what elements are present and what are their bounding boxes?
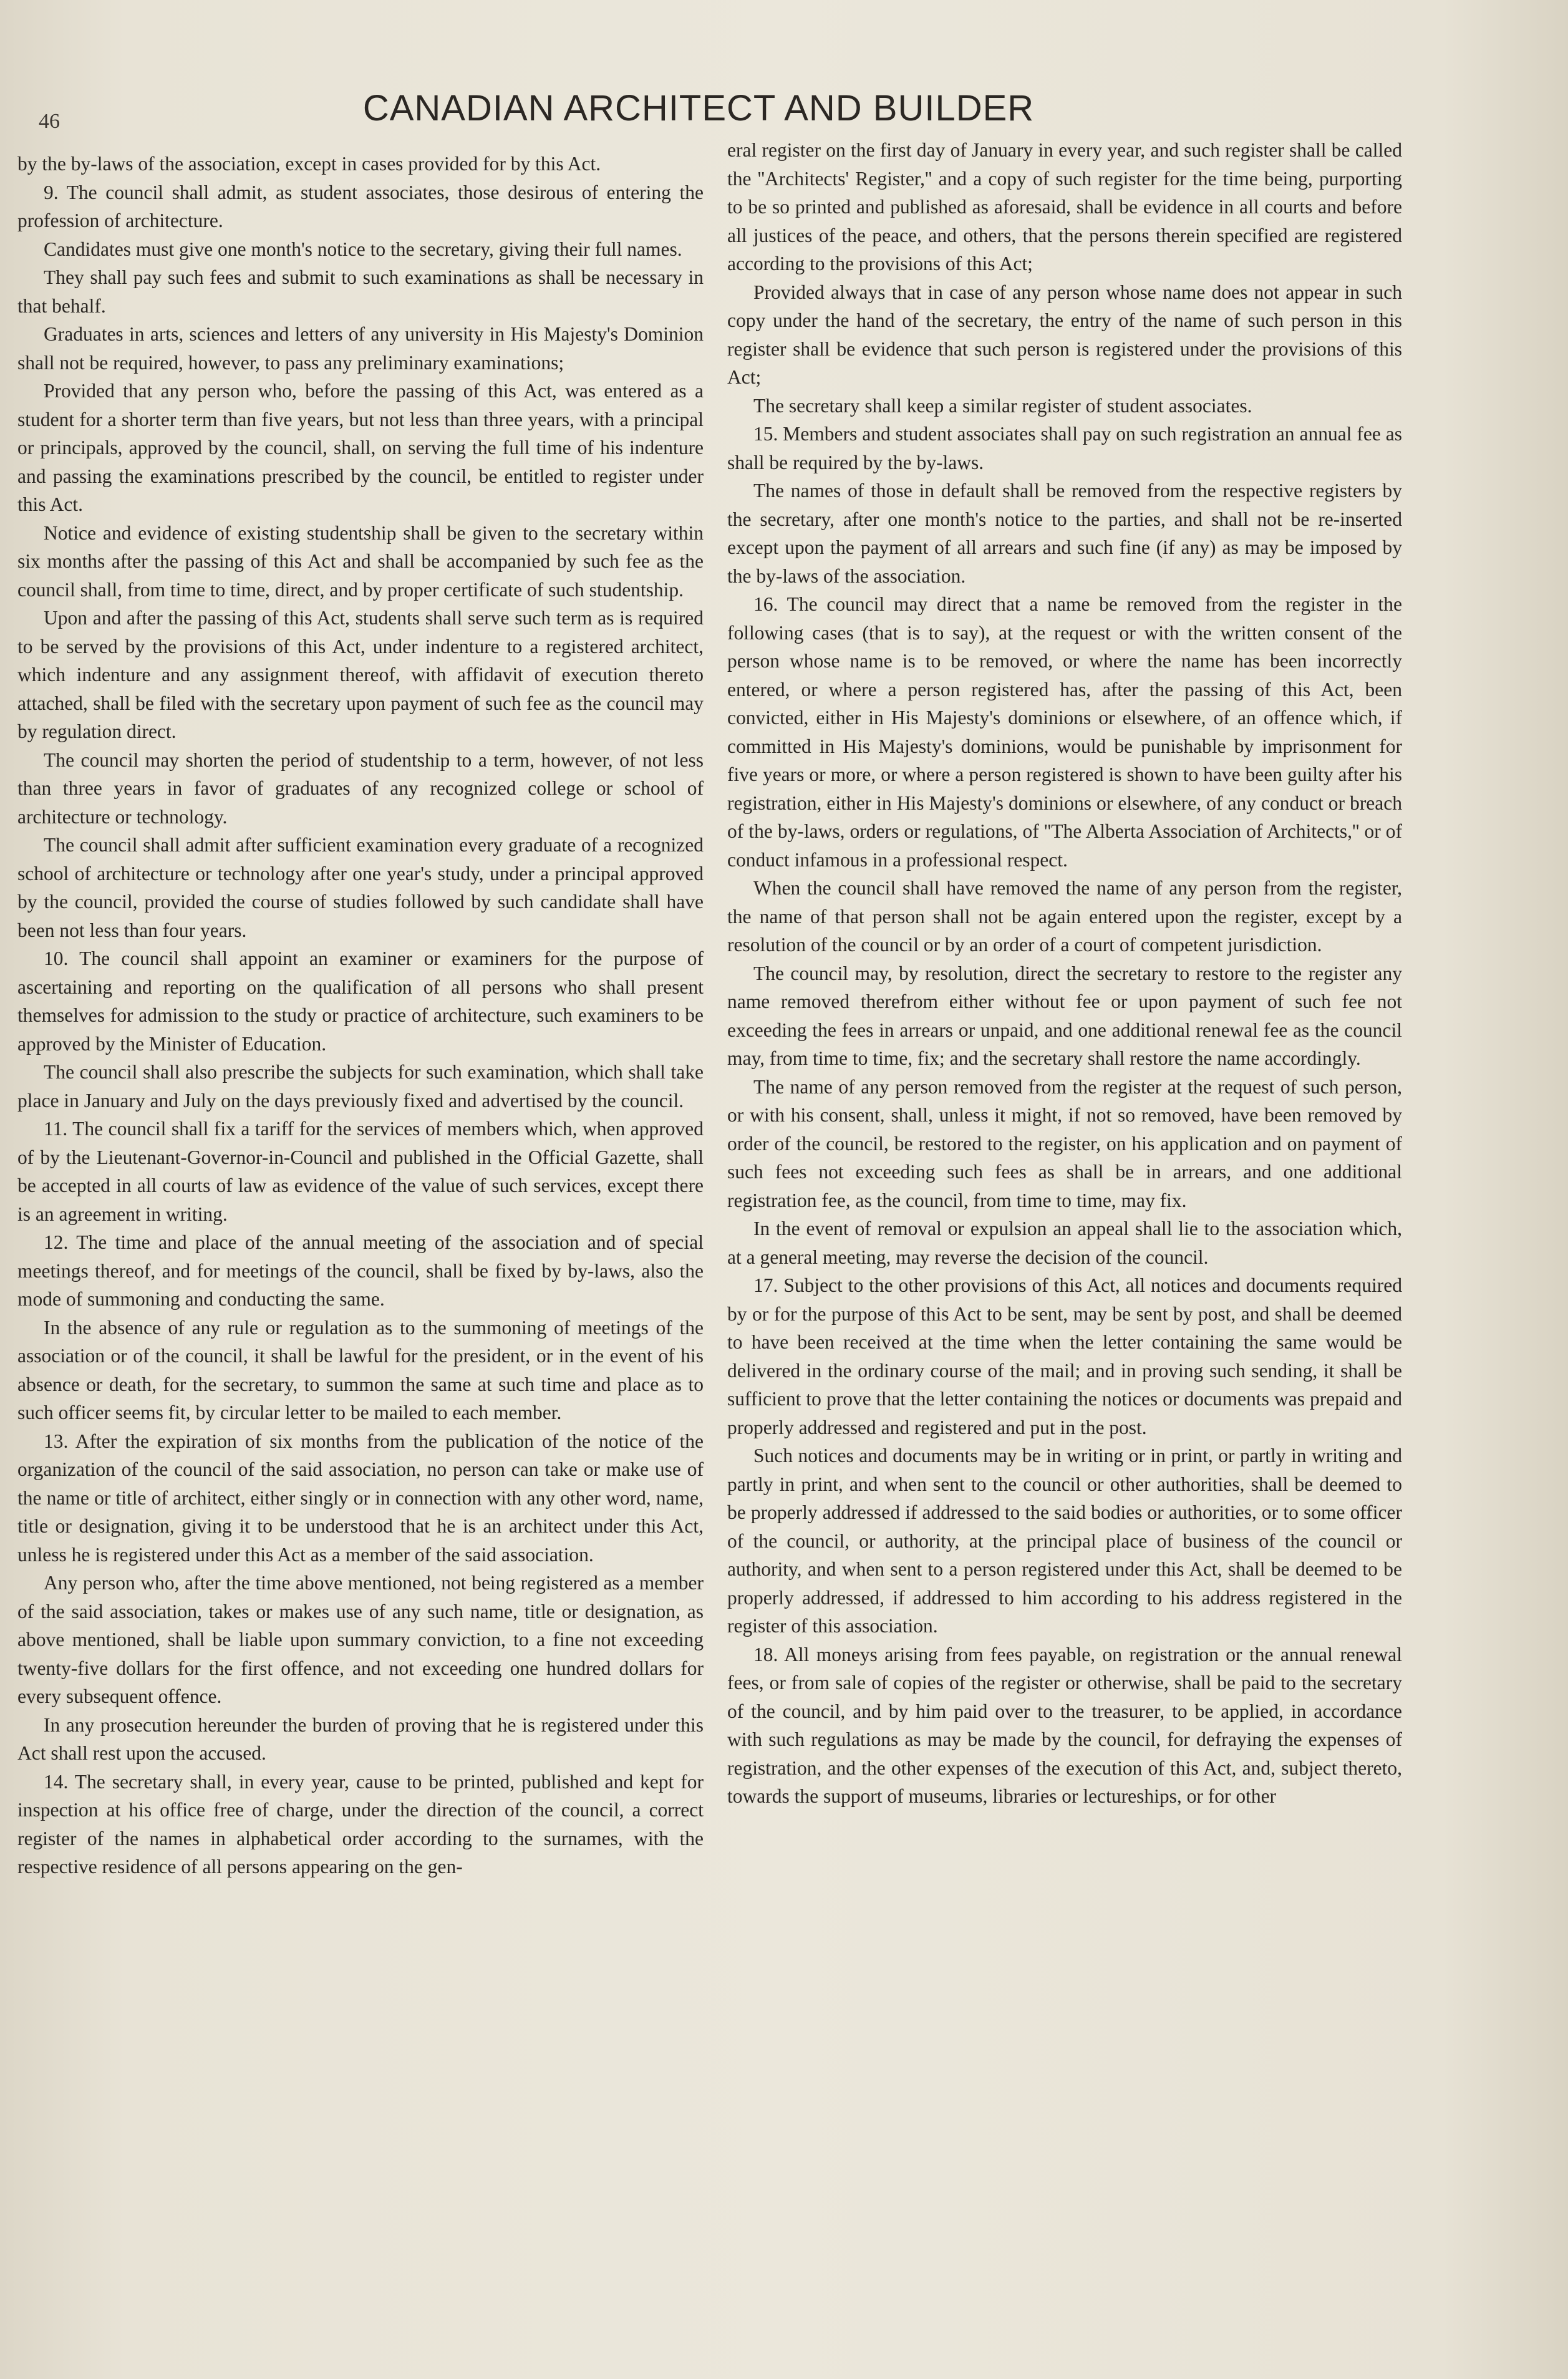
paragraph: Candidates must give one month's notice to the secretary, giving their full names. <box>44 238 682 260</box>
paragraph: 18. All moneys arising from fees payable, on registration or the annual renewal fees, or from sale of copies of the register or otherwise, shall be paid to the secretary of the council, and by him paid over to the treasurer, to be applied, in accordance with such regulations as may be made by the council, for defraying the expenses of registration, and the other expenses of the execution of this Act, and, subject thereto, towards the support of museums, libraries or lectureships, or for other <box>727 1643 1402 1807</box>
paragraph: 12. The time and place of the annual meeting of the association and of special meetings thereof, and for meetings of the council, shall be fixed by by-laws, also the mode of summoning and conducting the same. <box>17 1231 704 1310</box>
publication-title: CANADIAN ARCHITECT AND BUILDER <box>362 88 1035 128</box>
paragraph: 16. The council may direct that a name be removed from the register in the following cases (that is to say), at the request or with the written consent of the person whose name is to be removed, or where the name has been incorrectly entered, or where a person registered has, after the passing of this Act, been convicted, either in His Majesty's dominions or elsewhere, of an offence which, if committed in His Majesty's dominions, would be punishable by imprisonment for five years or more, or where a person registered is shown to have been guilty after his registration, either in His Majesty's dominions or elsewhere, of any conduct or breach of the by-laws, orders or regulations, of ''The Alberta Association of Architects,'' or of conduct infamous in a professional respect. <box>727 593 1402 871</box>
paragraph: The names of those in default shall be removed from the respective registers by the secretary, after one month's notice to the parties, and shall not be re-inserted except upon the payment of all arrears and such fine (if any) as may be imposed by the by-laws of the association. <box>727 480 1402 587</box>
paragraph: In the absence of any rule or regulation as to the summoning of meetings of the association or of the council, it shall be lawful for the president, or in the event of his absence or death, for the secretary, to summon the same at such time and place as to such officer seems fit, by circular letter to be mailed to each member. <box>17 1316 704 1423</box>
paragraph: When the council shall have removed the name of any person from the register, the name of that person shall not be again entered upon the register, except by a resolution of the council or by an order of a court of competent jurisdiction. <box>727 877 1402 956</box>
paragraph: The council shall also prescribe the subjects for such examination, which shall take place in January and July on the days previously fixed and advertised by the council. <box>17 1061 704 1112</box>
paragraph: Notice and evidence of existing studentship shall be given to the secretary within six months after the passing of this Act and shall be accompanied by such fee as the council shall, from time to time, direct, and by proper certificate of such studentship. <box>17 521 704 601</box>
paragraph: The name of any person removed from the register at the request of such person, or with his consent, shall, unless it might, if not so removed, have been removed by order of the council, be restored to the register, on his application and on payment of such fees not exceeding such fees as shall be in arrears, and one additional registration fee, as the council, from time to time, may fix. <box>727 1075 1402 1211</box>
paragraph: The secretary shall keep a similar register of student associates. <box>753 394 1252 417</box>
paragraph: Provided that any person who, before the passing of this Act, was entered as a student for a shorter term than five years, but not less than three years, with a principal or principals, approved by the council, shall, on serving the full time of his indenture and passing the examinations prescribed by the council, be entitled to register under this Act. <box>17 380 704 515</box>
paragraph: Any person who, after the time above mentioned, not being registered as a member of the said association, takes or makes use of any such name, title or designation, as above mentioned, shall be liable upon summary conviction, to a fine not exceeding twenty-five dollars for the first offence, and not exceeding one hundred dollars for every subsequent offence. <box>17 1572 704 1707</box>
paragraph: In any prosecution hereunder the burden of proving that he is registered under this Act shall rest upon the accused. <box>17 1713 704 1764</box>
paragraph: Provided always that in case of any person whose name does not appear in such copy under the hand of the secretary, the entry of the name of such person in this register shall be evidence that such person is registered under the provisions of this Act; <box>727 281 1402 388</box>
paragraph: 10. The council shall appoint an examiner or examiners for the purpose of ascertaining and reporting on the qualification of all persons who shall present themselves for admission to the study or practice of architecture, such examiners to be approved by the Minister of Education. <box>17 947 704 1055</box>
paragraph: 9. The council shall admit, as student associates, those desirous of entering the profession of architecture. <box>17 181 704 231</box>
paragraph: 15. Members and student associates shall pay on such registration an annual fee as shall be required by the by-laws. <box>727 423 1402 473</box>
paragraph: Graduates in arts, sciences and letters of any university in His Majesty's Dominion shall not be required, however, to pass any preliminary examinations; <box>17 323 704 374</box>
paragraph: eral register on the first day of January in every year, and such register shall be called the ''Architects' Register,'' and a copy of such register for the time being, purporting to be so printed and published as aforesaid, shall be evidence in all courts and before all justices of the peace, and others, that the persons therein specified are registered according to the provisions of this Act; <box>727 139 1402 274</box>
paragraph: 13. After the expiration of six months from the publication of the notice of the organization of the council of the said association, no person can take or make use of the name or title of architect, either singly or in connection with any other word, name, title or designation, giving it to be understood that he is an architect under this Act, unless he is registered under this Act as a member of the said association. <box>17 1430 704 1566</box>
right-column <box>727 136 1402 1811</box>
paragraph: by the by-laws of the association, except in cases provided for by this Act. <box>17 153 601 175</box>
paragraph: In the event of removal or expulsion an appeal shall lie to the association which, at a general meeting, may reverse the decision of the council. <box>727 1218 1402 1268</box>
paragraph: The council shall admit after sufficient examination every graduate of a recognized school of architecture or technology after one year's study, under a principal approved by the council, provided the course of studies followed by such candidate shall have been not less than four years. <box>17 834 704 941</box>
left-column <box>17 150 704 1881</box>
page-number: 46 <box>39 110 60 133</box>
paragraph: Upon and after the passing of this Act, students shall serve such term as is required to be served by the provisions of this Act, under indenture to a registered architect, which indenture and any assignment thereof, with affidavit of execution thereto attached, shall be filed with the secretary upon payment of such fee as the council may by regulation direct. <box>17 607 704 742</box>
paragraph: The council may, by resolution, direct the secretary to restore to the register any name removed therefrom either without fee or upon payment of such fee not exceeding the fees in arrears or unpaid, and one additional renewal fee as the council may, from time to time, fix; and the secretary shall restore the name accordingly. <box>727 962 1402 1069</box>
paragraph: 11. The council shall fix a tariff for the services of members which, when approved of by the Lieutenant-Governor-in-Council and published in the Official Gazette, shall be accepted in all courts of law as evidence of the value of such services, except there is an agreement in writing. <box>17 1118 704 1225</box>
paragraph: Such notices and documents may be in writing or in print, or partly in writing and partly in print, and when sent to the council or other authorities, shall be deemed to be properly addressed if addressed to the said bodies or authorities, or to some officer of the council, or authority, at the principal place of business of the council or authority, and when sent to a person registered under this Act, shall be deemed to be properly addressed, if addressed to him according to his address registered in the register of this association. <box>727 1445 1402 1637</box>
paragraph: They shall pay such fees and submit to such examinations as shall be necessary in that behalf. <box>17 266 704 317</box>
paragraph: 17. Subject to the other provisions of this Act, all notices and documents required by or for the purpose of this Act to be sent, may be sent by post, and shall be deemed to have been received at the time when the letter containing the same would be delivered in the ordinary course of the mail; and in proving such sending, it shall be sufficient to prove that the letter containing the notices or documents was prepaid and properly addressed and registered and put in the post. <box>727 1274 1402 1438</box>
paragraph: 14. The secretary shall, in every year, cause to be printed, published and kept for inspection at his office free of charge, under the direction of the council, a correct register of the names in alphabetical order according to the surnames, with the respective residence of all persons appearing on the gen- <box>17 1770 704 1878</box>
paragraph: The council may shorten the period of studentship to a term, however, of not less than three years in favor of graduates of any recognized college or school of architecture or technology. <box>17 749 704 828</box>
